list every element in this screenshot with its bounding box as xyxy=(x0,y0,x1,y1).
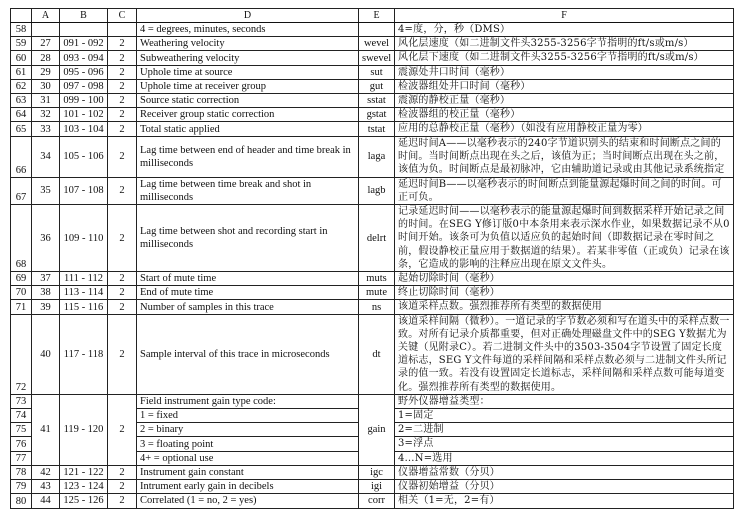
cell-f[interactable]: 4…N=选用 xyxy=(395,451,734,465)
row-number[interactable]: 70 xyxy=(11,286,32,300)
cell-e[interactable]: dt xyxy=(359,314,395,394)
cell-a[interactable]: 31 xyxy=(32,94,60,108)
cell-c[interactable]: 2 xyxy=(108,108,137,122)
seg-y-header-table xyxy=(10,8,734,509)
column-header-b[interactable]: B xyxy=(60,9,108,23)
row-number[interactable]: 80 xyxy=(11,494,32,508)
cell-e[interactable]: swevel xyxy=(359,51,395,65)
cell-d[interactable]: Total static applied xyxy=(137,122,359,136)
cell-a[interactable]: 29 xyxy=(32,65,60,79)
cell-a[interactable]: 42 xyxy=(32,465,60,479)
cell-f[interactable]: 相关（1=无，2=有） xyxy=(395,494,734,508)
table-row xyxy=(11,272,734,286)
row-number[interactable]: 74 xyxy=(11,409,32,423)
cell-d[interactable]: 4 = degrees, minutes, seconds xyxy=(137,23,359,37)
cell-f[interactable]: 3=浮点 xyxy=(395,437,734,451)
cell-e[interactable]: mute xyxy=(359,286,395,300)
cell-c[interactable]: 2 xyxy=(108,37,137,51)
cell-d[interactable]: Field instrument gain type code: xyxy=(137,394,359,408)
table-row xyxy=(11,51,734,65)
cell-d[interactable]: 3 = floating point xyxy=(137,437,359,451)
cell-a[interactable]: 44 xyxy=(32,494,60,508)
cell-a[interactable]: 32 xyxy=(32,108,60,122)
table-row xyxy=(11,494,734,508)
row-number[interactable]: 75 xyxy=(11,423,32,437)
cell-a[interactable]: 33 xyxy=(32,122,60,136)
cell-c[interactable]: 2 xyxy=(108,51,137,65)
cell-d[interactable]: Weathering velocity xyxy=(137,37,359,51)
cell-d[interactable]: End of mute time xyxy=(137,286,359,300)
cell-c[interactable]: 2 xyxy=(108,314,137,394)
cell-e[interactable]: igc xyxy=(359,465,395,479)
row-number[interactable]: 63 xyxy=(11,94,32,108)
row-number[interactable]: 61 xyxy=(11,65,32,79)
cell-c[interactable] xyxy=(108,23,137,37)
cell-a[interactable]: 40 xyxy=(32,314,60,394)
cell-c[interactable]: 2 xyxy=(108,286,137,300)
cell-f[interactable]: 延迟时间A——以毫秒表示的240字节道识别头的结束和时间断点之间的时间。当时间断点出现在头之后，该值为正；当时间断点出现在头之前，该值为负。时间断点是最初脉冲，它由辅助道记录或由其他记录系统指定 xyxy=(395,136,734,177)
cell-f[interactable]: 震源处井口时间（毫秒） xyxy=(395,65,734,79)
cell-c[interactable]: 2 xyxy=(108,136,137,177)
cell-d[interactable]: Receiver group static correction xyxy=(137,108,359,122)
cell-f[interactable]: 起始切除时间（毫秒） xyxy=(395,272,734,286)
row-number[interactable]: 72 xyxy=(11,314,32,394)
row-number[interactable]: 60 xyxy=(11,51,32,65)
cell-a[interactable]: 37 xyxy=(32,272,60,286)
cell-b[interactable]: 105 - 106 xyxy=(60,136,108,177)
row-number[interactable]: 64 xyxy=(11,108,32,122)
cell-f[interactable]: 终止切除时间（毫秒） xyxy=(395,286,734,300)
cell-d[interactable]: Lag time between end of header and time break in milliseconds xyxy=(137,136,359,177)
cell-a[interactable]: 30 xyxy=(32,79,60,93)
column-header-a[interactable]: A xyxy=(32,9,60,23)
cell-c[interactable]: 2 xyxy=(108,480,137,494)
cell-f[interactable]: 风化层速度（如二进制文件头3255-3256字节指明的ft/s或m/s） xyxy=(395,37,734,51)
table-row xyxy=(11,314,734,394)
cell-e[interactable]: gstat xyxy=(359,108,395,122)
cell-f[interactable]: 该道采样点数。强烈推荐所有类型的数据使用 xyxy=(395,300,734,314)
cell-e[interactable] xyxy=(359,23,395,37)
cell-d[interactable]: Sample interval of this trace in microseconds xyxy=(137,314,359,394)
cell-b[interactable] xyxy=(60,23,108,37)
cell-f[interactable]: 检波器组处井口时间（毫秒） xyxy=(395,79,734,93)
cell-b[interactable]: 121 - 122 xyxy=(60,465,108,479)
cell-a[interactable]: 28 xyxy=(32,51,60,65)
cell-c[interactable]: 2 xyxy=(108,300,137,314)
cell-d[interactable]: 4+ = optional use xyxy=(137,451,359,465)
cell-f[interactable]: 仪器初始增益（分贝） xyxy=(395,480,734,494)
row-number[interactable]: 65 xyxy=(11,122,32,136)
table-row xyxy=(11,205,734,272)
cell-f[interactable]: 延迟时间B——以毫秒表示的时间断点到能量源起爆时间之间的时间。可正可负。 xyxy=(395,177,734,204)
row-number[interactable]: 76 xyxy=(11,437,32,451)
table-row xyxy=(11,94,734,108)
table-row xyxy=(11,300,734,314)
cell-b[interactable]: 091 - 092 xyxy=(60,37,108,51)
cell-d[interactable]: Uphole time at source xyxy=(137,65,359,79)
cell-f[interactable]: 2=二进制 xyxy=(395,423,734,437)
table-row xyxy=(11,122,734,136)
cell-d[interactable]: Correlated (1 = no, 2 = yes) xyxy=(137,494,359,508)
cell-a[interactable]: 36 xyxy=(32,205,60,272)
cell-a[interactable]: 27 xyxy=(32,37,60,51)
cell-d[interactable]: Source static correction xyxy=(137,94,359,108)
cell-b[interactable]: 103 - 104 xyxy=(60,122,108,136)
table-row xyxy=(11,108,734,122)
column-header-f[interactable]: F xyxy=(395,9,734,23)
cell-a[interactable] xyxy=(32,23,60,37)
cell-e[interactable]: corr xyxy=(359,494,395,508)
cell-d[interactable]: Uphole time at receiver group xyxy=(137,79,359,93)
row-number[interactable]: 73 xyxy=(11,394,32,408)
table-row xyxy=(11,65,734,79)
cell-f[interactable]: 检波器组的校正量（毫秒） xyxy=(395,108,734,122)
cell-e[interactable]: ns xyxy=(359,300,395,314)
cell-b[interactable]: 115 - 116 xyxy=(60,300,108,314)
cell-b[interactable]: 095 - 096 xyxy=(60,65,108,79)
cell-b[interactable]: 101 - 102 xyxy=(60,108,108,122)
cell-c[interactable]: 2 xyxy=(108,65,137,79)
cell-b[interactable]: 109 - 110 xyxy=(60,205,108,272)
cell-e[interactable]: delrt xyxy=(359,205,395,272)
cell-b[interactable]: 097 - 098 xyxy=(60,79,108,93)
cell-c[interactable]: 2 xyxy=(108,394,137,465)
table-row xyxy=(11,136,734,177)
cell-d[interactable]: 1 = fixed xyxy=(137,409,359,423)
cell-c[interactable]: 2 xyxy=(108,205,137,272)
cell-a[interactable]: 43 xyxy=(32,480,60,494)
cell-f[interactable]: 应用的总静校正量（毫秒）（如没有应用静校正量为零） xyxy=(395,122,734,136)
table-row xyxy=(11,394,734,408)
cell-b[interactable]: 125 - 126 xyxy=(60,494,108,508)
cell-a[interactable]: 39 xyxy=(32,300,60,314)
cell-b[interactable]: 113 - 114 xyxy=(60,286,108,300)
cell-d[interactable]: Start of mute time xyxy=(137,272,359,286)
cell-c[interactable]: 2 xyxy=(108,79,137,93)
table-row xyxy=(11,465,734,479)
cell-c[interactable]: 2 xyxy=(108,272,137,286)
row-number[interactable]: 68 xyxy=(11,205,32,272)
cell-a[interactable]: 38 xyxy=(32,286,60,300)
row-number[interactable]: 77 xyxy=(11,451,32,465)
cell-e[interactable]: igi xyxy=(359,480,395,494)
cell-e[interactable]: muts xyxy=(359,272,395,286)
row-number[interactable]: 59 xyxy=(11,37,32,51)
row-number[interactable]: 71 xyxy=(11,300,32,314)
cell-c[interactable]: 2 xyxy=(108,465,137,479)
cell-f[interactable]: 记录延迟时间——以毫秒表示的能量源起爆时间到数据采样开始记录之间的时间。在SEG Y修订版0中本条用来表示深水作业，如果数据记录不从0时间开始。该条可为负值以适应负的起始时间（即数据记录在零时间之前，假设静校正量应用于数据道的结果）。若某非零值（正或负）记录在该条，它造成的影响的注释应出现在原文文件头。 xyxy=(395,205,734,272)
cell-d[interactable]: Lag time between time break and shot in milliseconds xyxy=(137,177,359,204)
corner-header[interactable] xyxy=(11,9,32,23)
column-header-c[interactable]: C xyxy=(108,9,137,23)
cell-c[interactable]: 2 xyxy=(108,94,137,108)
row-number[interactable]: 78 xyxy=(11,465,32,479)
cell-a[interactable]: 34 xyxy=(32,136,60,177)
table-row xyxy=(11,286,734,300)
row-number[interactable]: 79 xyxy=(11,480,32,494)
row-number[interactable]: 67 xyxy=(11,177,32,204)
table-row xyxy=(11,480,734,494)
row-number[interactable]: 69 xyxy=(11,272,32,286)
cell-b[interactable]: 119 - 120 xyxy=(60,394,108,465)
cell-d[interactable]: Lag time between shot and recording start in milliseconds xyxy=(137,205,359,272)
cell-c[interactable]: 2 xyxy=(108,122,137,136)
cell-b[interactable]: 099 - 100 xyxy=(60,94,108,108)
table-row xyxy=(11,79,734,93)
cell-f[interactable]: 野外仪器增益类型： xyxy=(395,394,734,408)
cell-d[interactable]: 2 = binary xyxy=(137,423,359,437)
cell-f[interactable]: 1=固定 xyxy=(395,409,734,423)
row-number[interactable]: 62 xyxy=(11,79,32,93)
cell-e[interactable]: sut xyxy=(359,65,395,79)
cell-a[interactable]: 41 xyxy=(32,394,60,465)
cell-f[interactable]: 4=度，分，秒（DMS） xyxy=(395,23,734,37)
cell-c[interactable]: 2 xyxy=(108,177,137,204)
cell-e[interactable]: laga xyxy=(359,136,395,177)
cell-d[interactable]: Subweathering velocity xyxy=(137,51,359,65)
cell-e[interactable]: wevel xyxy=(359,37,395,51)
cell-c[interactable]: 2 xyxy=(108,494,137,508)
cell-d[interactable]: Number of samples in this trace xyxy=(137,300,359,314)
cell-d[interactable]: Intrument early gain in decibels xyxy=(137,480,359,494)
table-row xyxy=(11,177,734,204)
cell-f[interactable]: 该道采样间隔（微秒）。一道记录的字节数必须和写在道头中的采样点数一致。对所有记录介质都重要，但对正确处理磁盘文件中的SEG Y数据尤为关键（见附录C）。若二进制文件头中的3503-3504字节设置了固定长度道标志，SEG Y文件每道的采样间隔和采样点数必须与二进制文件头所记录的值一致。若没有设置固定长道标志，采样间隔和采样点数可能每道变化。强烈推荐所有类型的数据使用。 xyxy=(395,314,734,394)
cell-e[interactable]: tstat xyxy=(359,122,395,136)
cell-f[interactable]: 仪器增益常数（分贝） xyxy=(395,465,734,479)
cell-e[interactable]: gut xyxy=(359,79,395,93)
cell-b[interactable]: 123 - 124 xyxy=(60,480,108,494)
row-number[interactable]: 58 xyxy=(11,23,32,37)
cell-e[interactable]: gain xyxy=(359,394,395,465)
column-header-e[interactable]: E xyxy=(359,9,395,23)
cell-b[interactable]: 117 - 118 xyxy=(60,314,108,394)
row-number[interactable]: 66 xyxy=(11,136,32,177)
cell-f[interactable]: 震源的静校正量（毫秒） xyxy=(395,94,734,108)
cell-f[interactable]: 风化层下速度（如二进制文件头3255-3256字节指明的ft/s或m/s） xyxy=(395,51,734,65)
column-header-row xyxy=(11,9,734,23)
cell-b[interactable]: 093 - 094 xyxy=(60,51,108,65)
cell-e[interactable]: lagb xyxy=(359,177,395,204)
cell-e[interactable]: sstat xyxy=(359,94,395,108)
cell-a[interactable]: 35 xyxy=(32,177,60,204)
cell-b[interactable]: 111 - 112 xyxy=(60,272,108,286)
table-row xyxy=(11,23,734,37)
column-header-d[interactable]: D xyxy=(137,9,359,23)
cell-d[interactable]: Instrument gain constant xyxy=(137,465,359,479)
cell-b[interactable]: 107 - 108 xyxy=(60,177,108,204)
table-row xyxy=(11,37,734,51)
